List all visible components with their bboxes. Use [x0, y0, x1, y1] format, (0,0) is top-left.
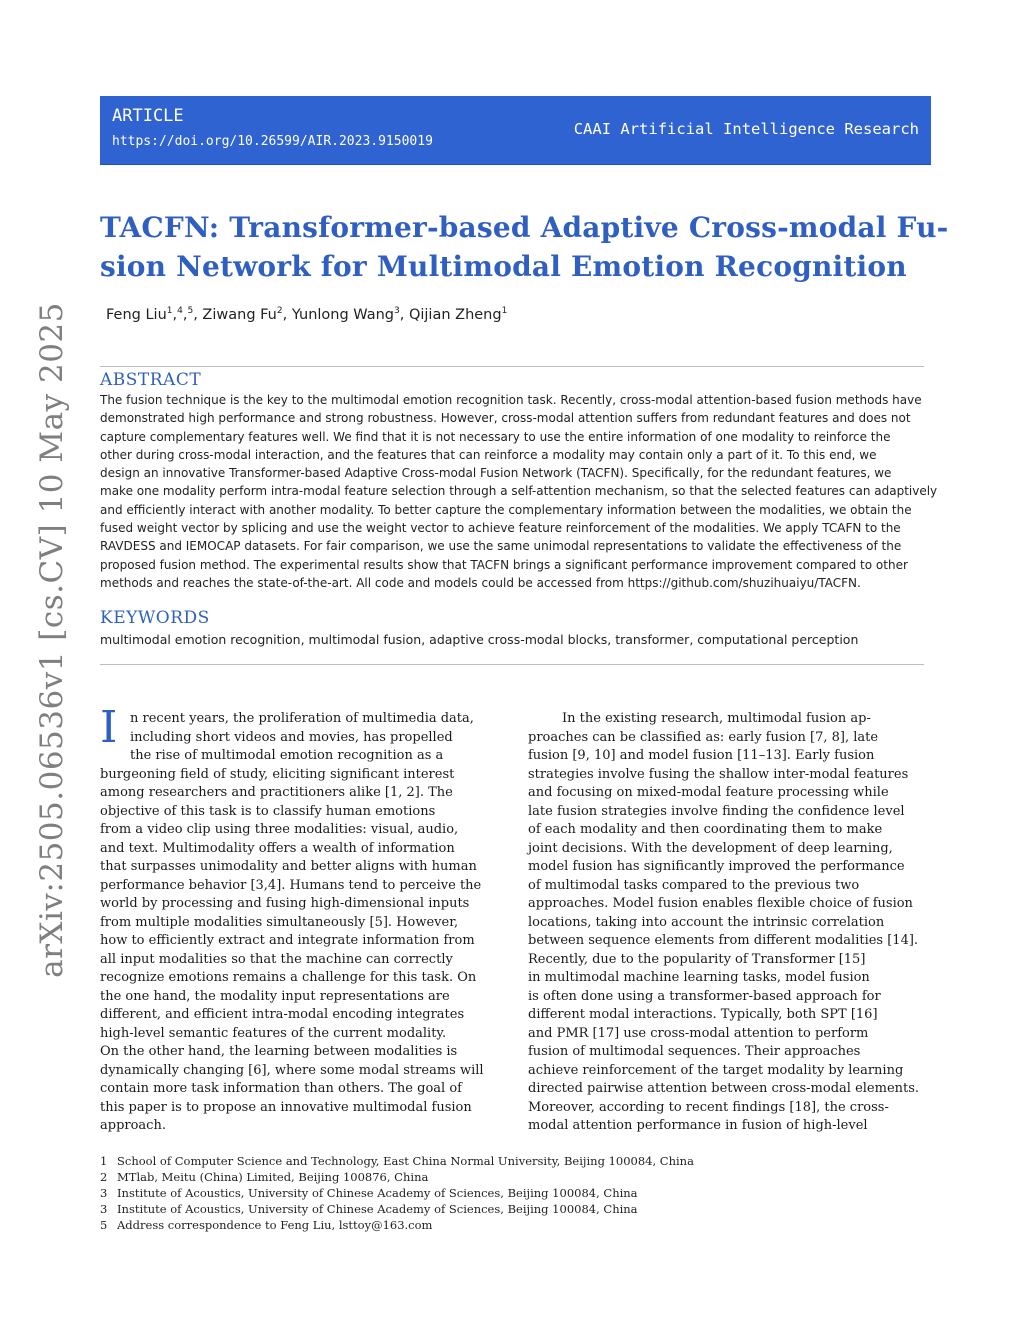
section-divider: [100, 366, 924, 367]
footnote-text: Address correspondence to Feng Liu, lsttoy@163.com: [117, 1218, 433, 1232]
abstract-heading: ABSTRACT: [100, 370, 202, 390]
abstract-line: methods and reaches the state-of-the-art. All code and models could be accessed from https://github.com/shuzihuaiyu/TACFN.: [100, 575, 861, 590]
body-line: and PMR [17] use cross-modal attention to perform: [528, 1025, 869, 1041]
author-name: , Qijian Zheng: [399, 306, 502, 323]
body-line: dynamically changing [6], where some modal streams will: [100, 1062, 484, 1078]
body-line: is often done using a transformer-based approach for: [528, 988, 881, 1004]
author-separator: ,: [172, 306, 178, 323]
body-line: recognize emotions remains a challenge for this task. On: [100, 970, 477, 985]
affiliation-mark: 1: [166, 306, 173, 316]
body-column-left: [100, 710, 495, 1136]
body-line: performance behavior [3,4]. Humans tend to perceive the: [100, 877, 482, 893]
abstract-line: The fusion technique is the key to the multimodal emotion recognition task. Recently, cross-modal attention-based fusion methods have: [100, 393, 922, 407]
body-line: from multiple modalities simultaneously [5]. However,: [100, 914, 459, 930]
footnote-number: 5: [100, 1218, 108, 1232]
footnote-number: 3: [100, 1186, 108, 1200]
body-line: the one hand, the modality input representations are: [100, 988, 450, 1004]
body-line: directed pairwise attention between cross-modal elements.: [528, 1081, 920, 1096]
author-name: , Ziwang Fu: [193, 306, 277, 323]
body-line: objective of this task is to classify human emotions: [100, 803, 436, 819]
abstract-line: demonstrated high performance and strong robustness. However, cross-modal attention suffers from redundant features and does not: [100, 411, 911, 426]
footnote: [100, 1153, 930, 1169]
body-line: world by processing and fusing high-dimensional inputs: [100, 896, 470, 911]
author-list: [106, 306, 507, 323]
body-line: approaches. Model fusion enables flexible choice of fusion: [528, 896, 913, 911]
affiliation-mark: 1: [501, 306, 508, 316]
author-separator: ,: [182, 306, 188, 323]
body-line: locations, taking into account the intrinsic correlation: [528, 914, 885, 930]
abstract-line: other during cross-modal interaction, and the features that can reinforce a modality may contain only a part of it. To this end, we: [100, 447, 877, 462]
footnote: [100, 1201, 930, 1217]
abstract-line: proposed fusion method. The experimental results show that TACFN brings a significant performance improvement compared to other: [100, 557, 908, 572]
abstract-line: fused weight vector by splicing and use the weight vector to achieve feature reinforcement of the modalities. We apply TCAFN to the: [100, 521, 901, 536]
body-line: how to efficiently extract and integrate information from: [100, 933, 475, 948]
body-line: of multimodal tasks compared to the previous two: [528, 877, 860, 893]
abstract-body: [100, 391, 938, 592]
arxiv-stamp: arXiv:2505.06536v1 [cs.CV] 10 May 2025: [34, 302, 70, 978]
abstract-line: design an innovative Transformer-based Adaptive Cross-modal Fusion Network (TACFN). Specifically, for the redundant features, we: [100, 466, 892, 481]
footnote-text: Institute of Acoustics, University of Chinese Academy of Sciences, Beijing 100084, China: [117, 1186, 638, 1200]
article-type-label: ARTICLE: [112, 106, 184, 126]
body-line: between sequence elements from different modalities [14].: [528, 933, 919, 948]
body-line: proaches can be classified as: early fusion [7, 8], late: [528, 729, 879, 745]
body-line: approach.: [100, 1118, 166, 1133]
body-line: joint decisions. With the development of deep learning,: [528, 840, 893, 856]
body-line: Recently, due to the popularity of Transformer [15]: [528, 951, 866, 967]
section-divider: [100, 664, 924, 665]
body-line: late fusion strategies involve finding the confidence level: [528, 803, 905, 819]
doi-link[interactable]: https://doi.org/10.26599/AIR.2023.9150019: [112, 134, 433, 149]
body-line: Moreover, according to recent findings [18], the cross-: [528, 1099, 889, 1115]
keywords-text: multimodal emotion recognition, multimodal fusion, adaptive cross-modal blocks, transformer, computational perception: [100, 632, 859, 647]
body-line: that surpasses unimodality and better aligns with human: [100, 859, 477, 874]
author-name: Feng Liu: [106, 306, 167, 323]
body-line: from a video clip using three modalities: visual, audio,: [100, 822, 459, 837]
footnote-number: 2: [100, 1170, 108, 1184]
body-line: fusion of multimodal sequences. Their approaches: [528, 1044, 861, 1059]
body-line: model fusion has significantly improved the performance: [528, 859, 905, 874]
footnote-number: 1: [100, 1154, 108, 1168]
abstract-line: make one modality perform intra-modal feature selection through a self-attention mechanism, so that the selected features can adaptively: [100, 484, 938, 499]
footnote-text: School of Computer Science and Technology, East China Normal University, Beijing 100084, China: [117, 1154, 694, 1168]
affiliation-mark: 2: [276, 306, 283, 316]
body-column-right: [528, 710, 923, 1136]
author-name: , Yunlong Wang: [282, 306, 394, 323]
footnote-text: Institute of Acoustics, University of Chinese Academy of Sciences, Beijing 100084, China: [117, 1202, 638, 1216]
abstract-line: RAVDESS and IEMOCAP datasets. For fair comparison, we use the same unimodal representations to validate the effectiveness of the: [100, 539, 902, 554]
body-line: different, and efficient intra-modal encoding integrates: [100, 1007, 465, 1022]
abstract-line: capture complementary features well. We find that it is not necessary to use the entire information of one modality to reinforce the: [100, 429, 891, 444]
title-line: TACFN: Transformer-based Adaptive Cross-modal Fu-: [100, 211, 949, 244]
body-line: achieve reinforcement of the target modality by learning: [528, 1062, 904, 1078]
footnote-number: 3: [100, 1202, 108, 1216]
body-line: modal attention performance in fusion of high-level: [528, 1118, 868, 1133]
body-line: all input modalities so that the machine can correctly: [100, 951, 453, 967]
footnote: [100, 1217, 930, 1233]
footnotes: [100, 1153, 930, 1233]
body-line: the rise of multimodal emotion recognition as a: [130, 748, 444, 763]
body-line: and focusing on mixed-modal feature processing while: [528, 785, 889, 800]
body-line: of each modality and then coordinating them to make: [528, 822, 883, 837]
journal-banner: [100, 96, 931, 165]
body-line: fusion [9, 10] and model fusion [11–13]. Early fusion: [528, 748, 875, 763]
footnote: [100, 1185, 930, 1201]
body-line: On the other hand, the learning between modalities is: [100, 1044, 458, 1059]
body-line: in multimodal machine learning tasks, model fusion: [528, 970, 870, 985]
footnote: [100, 1169, 930, 1185]
body-line: strategies involve fusing the shallow inter-modal features: [528, 766, 909, 782]
title-line: sion Network for Multimodal Emotion Recognition: [100, 250, 907, 283]
keywords-heading: KEYWORDS: [100, 608, 210, 628]
body-line: contain more task information than others. The goal of: [100, 1081, 462, 1096]
body-line: n recent years, the proliferation of multimedia data,: [130, 711, 474, 726]
affiliation-mark: 5: [187, 306, 194, 316]
body-line: In the existing research, multimodal fusion ap-: [562, 711, 871, 726]
footnote-text: MTlab, Meitu (China) Limited, Beijing 100876, China: [117, 1170, 429, 1184]
body-line: high-level semantic features of the current modality.: [100, 1025, 447, 1041]
abstract-line: and efficiently interact with another modality. To better capture the complementary information between the modalities, we obtain the: [100, 502, 912, 517]
drop-cap: I: [100, 702, 118, 753]
body-line: including short videos and movies, has propelled: [130, 729, 453, 745]
body-line: and text. Multimodality offers a wealth of information: [100, 840, 455, 856]
paper-title: [100, 208, 949, 286]
body-line: among researchers and practitioners alike [1, 2]. The: [100, 785, 453, 800]
affiliation-mark: 3: [394, 306, 400, 316]
body-line: different modal interactions. Typically, both SPT [16]: [528, 1007, 878, 1022]
affiliation-mark: 4: [177, 306, 183, 316]
body-line: this paper is to propose an innovative multimodal fusion: [100, 1099, 472, 1115]
journal-name: CAAI Artificial Intelligence Research: [573, 120, 919, 138]
body-line: burgeoning field of study, eliciting significant interest: [100, 766, 455, 782]
